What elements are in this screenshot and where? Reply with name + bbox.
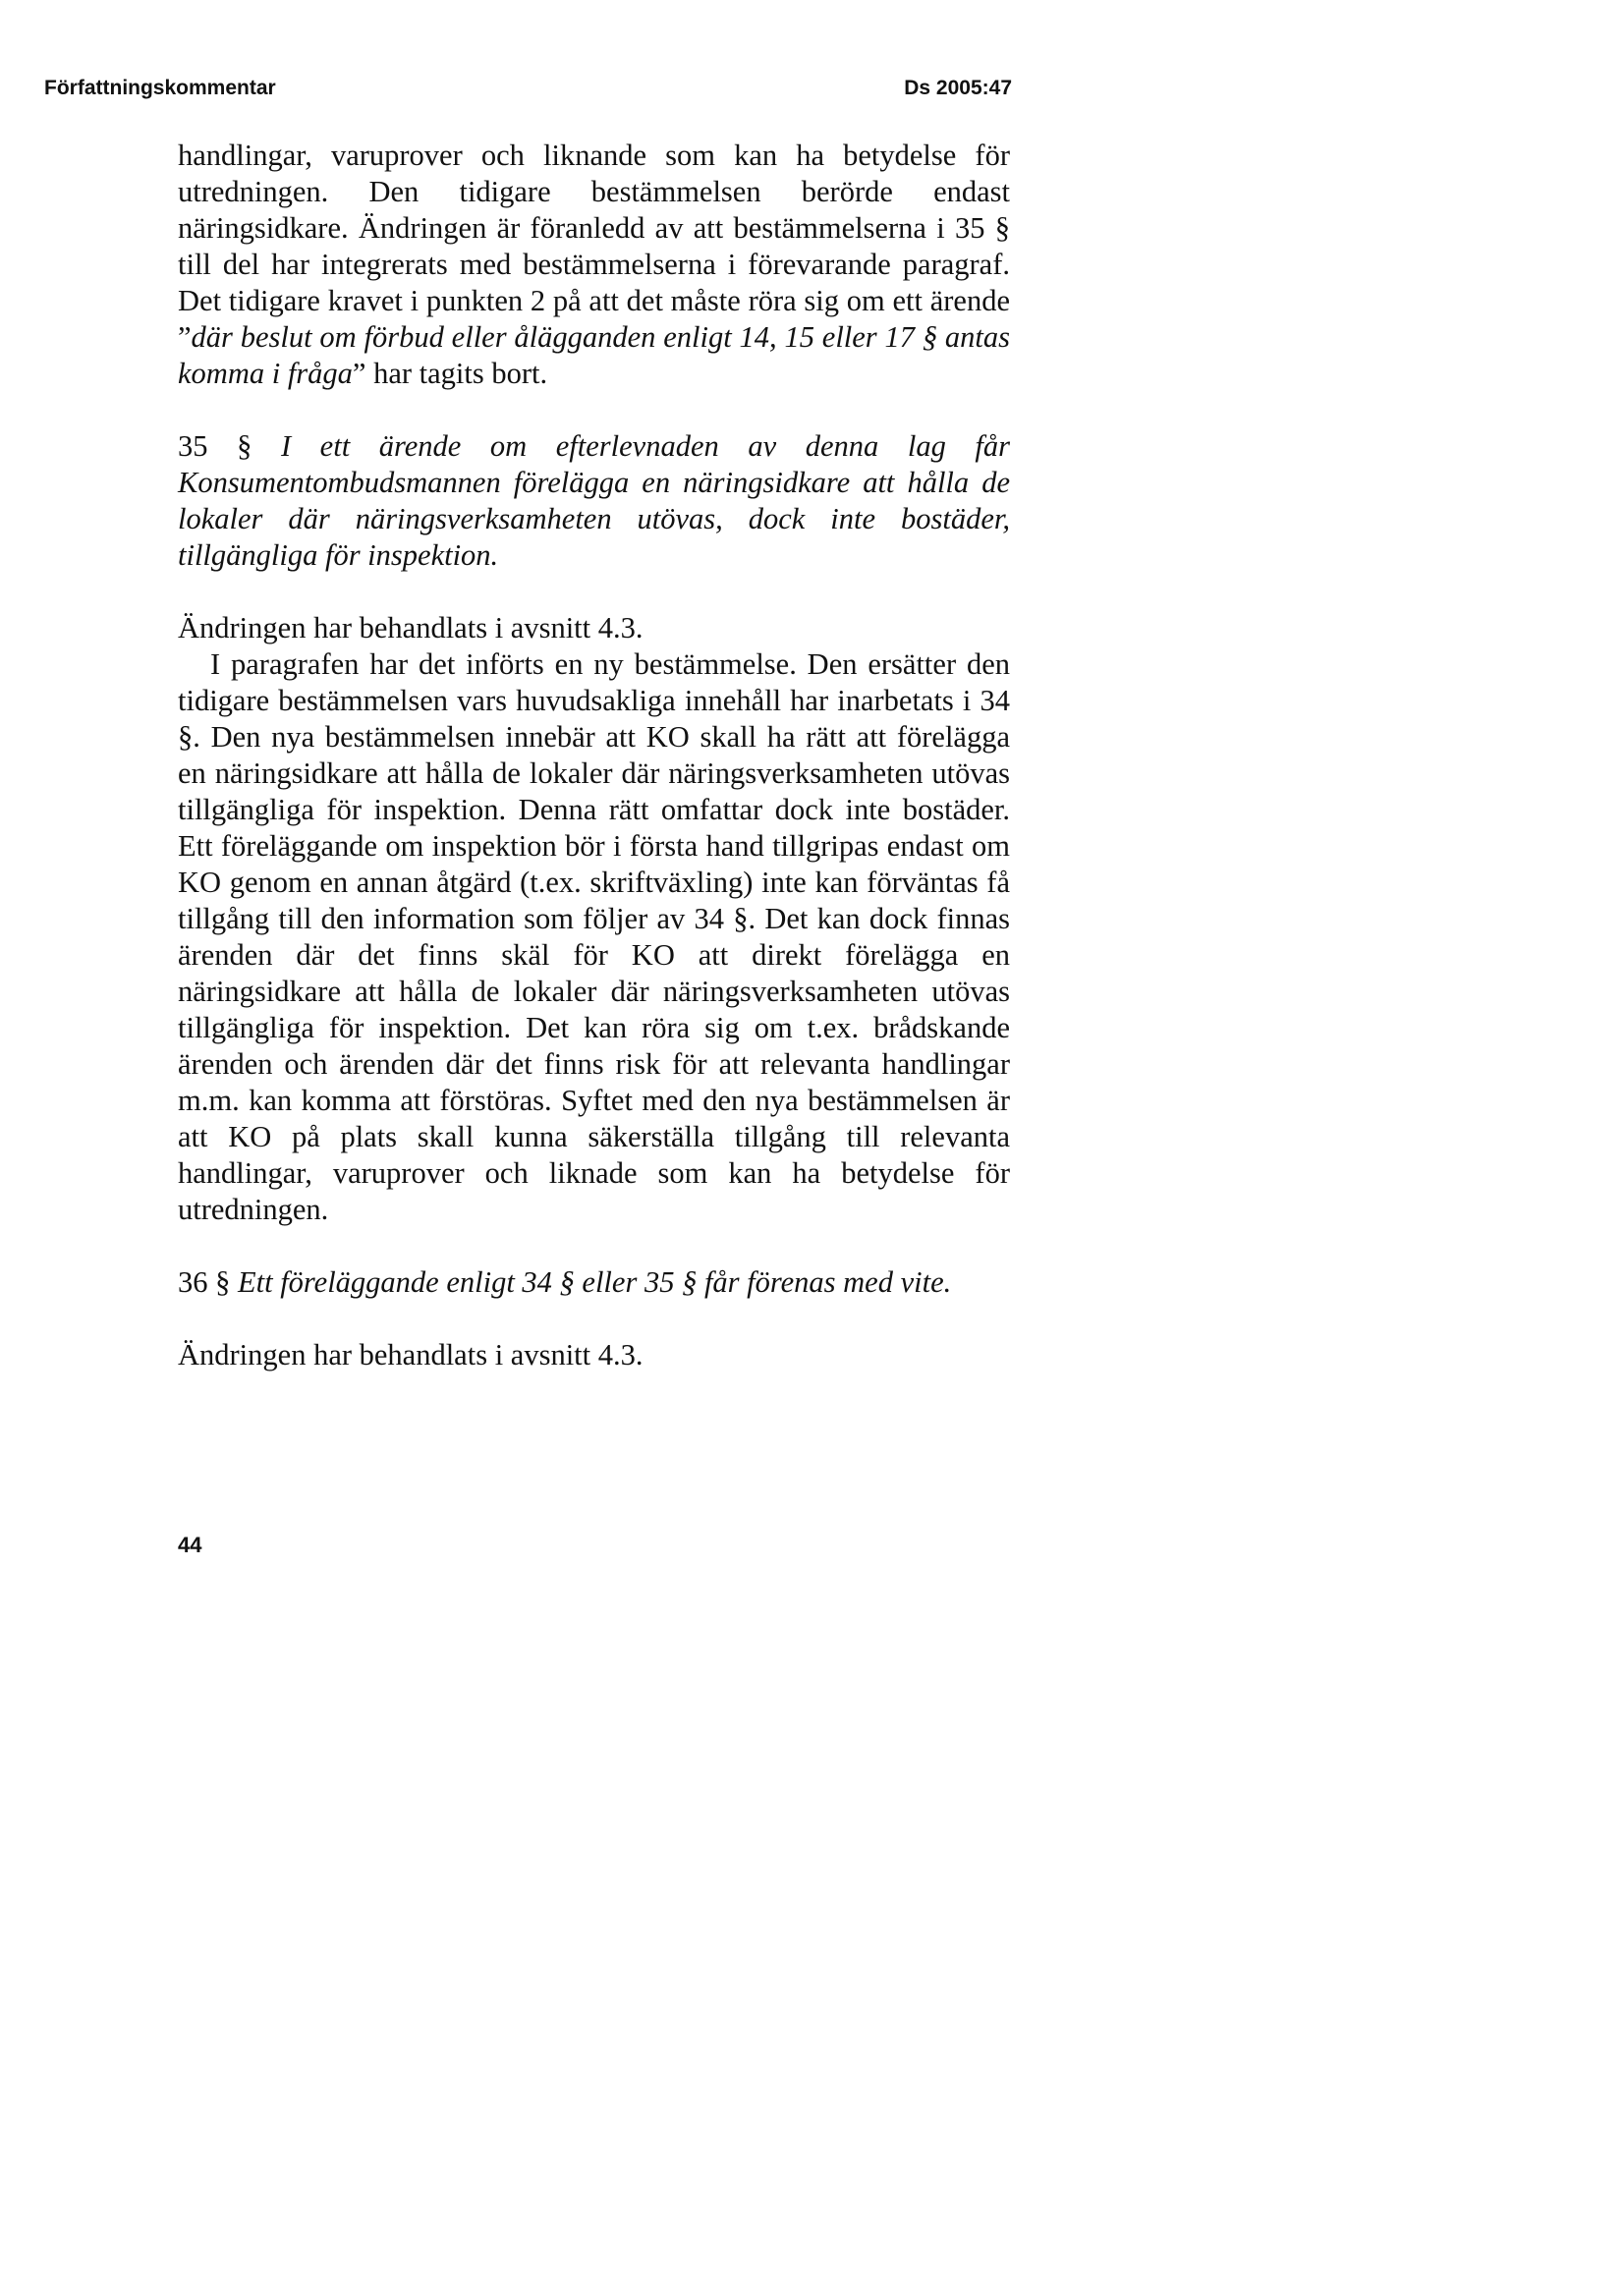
header-document-id: Ds 2005:47 [904, 77, 1012, 99]
page-body [178, 138, 1010, 1373]
paragraph-continued-end: ” har tagits bort. [352, 357, 548, 390]
paragraph-commentary: I paragrafen har det införts en ny bestämmelse. Den ersätter den tidigare bestämmelsen vars huvudsakliga innehåll har inarbetats i 34 §. Den nya bestämmelsen innebär att KO skall ha rätt att förelägga en näringsidkare att hålla de lokaler där näringsverksamheten utövas tillgängliga för inspektion. Denna rätt omfattar dock inte bostäder. Ett föreläggande om inspektion bör i första hand tillgripas endast om KO genom en annan åtgärd (t.ex. skriftväxling) inte kan förväntas få tillgång till den information som följer av 34 §. Det kan dock finnas ärenden där det finns skäl för KO att direkt förelägga en näringsidkare att hålla de lokaler där näringsverksamheten utövas tillgängliga för inspektion. Det kan röra sig om t.ex. brådskande ärenden och ärenden där det finns risk för att relevanta handlingar m.m. kan komma att förstöras. Syftet med den nya bestämmelsen är att KO på plats skall kunna säkerställa tillgång till relevanta handlingar, varuprover och liknade som kan ha betydelse för utredningen. [178, 647, 1010, 1226]
paragraph-continued-text: handlingar, varuprover och liknande som kan ha betydelse för utredningen. Den tidigare bestämmelsen berörde endast näringsidkare. Ändringen är föranledd av att bestämmelserna i 35 § till del har integrerats med bestämmelserna i förevarande paragraf. Det tidigare kravet i punkten 2 på att det måste röra sig om ett ärende ” [178, 139, 1010, 354]
paragraph-reference-1: Ändringen har behandlats i avsnitt 4.3. [178, 611, 644, 644]
page-number: 44 [178, 1533, 202, 1557]
section-35-number: 35 § [178, 429, 252, 463]
section-35 [178, 428, 1010, 574]
paragraph-continued [178, 138, 1010, 392]
section-36-text: Ett föreläggande enligt 34 § eller 35 § får förenas med vite. [238, 1265, 952, 1299]
section-36 [178, 1264, 1010, 1301]
section-36-number: 36 § [178, 1265, 231, 1299]
section-35-text: I ett ärende om efterlevnaden av denna lag får Konsumentombudsmannen förelägga en näringsidkare att hålla de lokaler där näringsverksamheten utövas, dock inte bostäder, tillgängliga för inspektion. [178, 429, 1010, 572]
header-section-title: Författningskommentar [44, 77, 276, 99]
paragraph-reference-2: Ändringen har behandlats i avsnitt 4.3. [178, 1338, 644, 1371]
quoted-text: där beslut om förbud eller ålägganden enligt 14, 15 eller 17 § antas komma i fråga [178, 320, 1010, 390]
